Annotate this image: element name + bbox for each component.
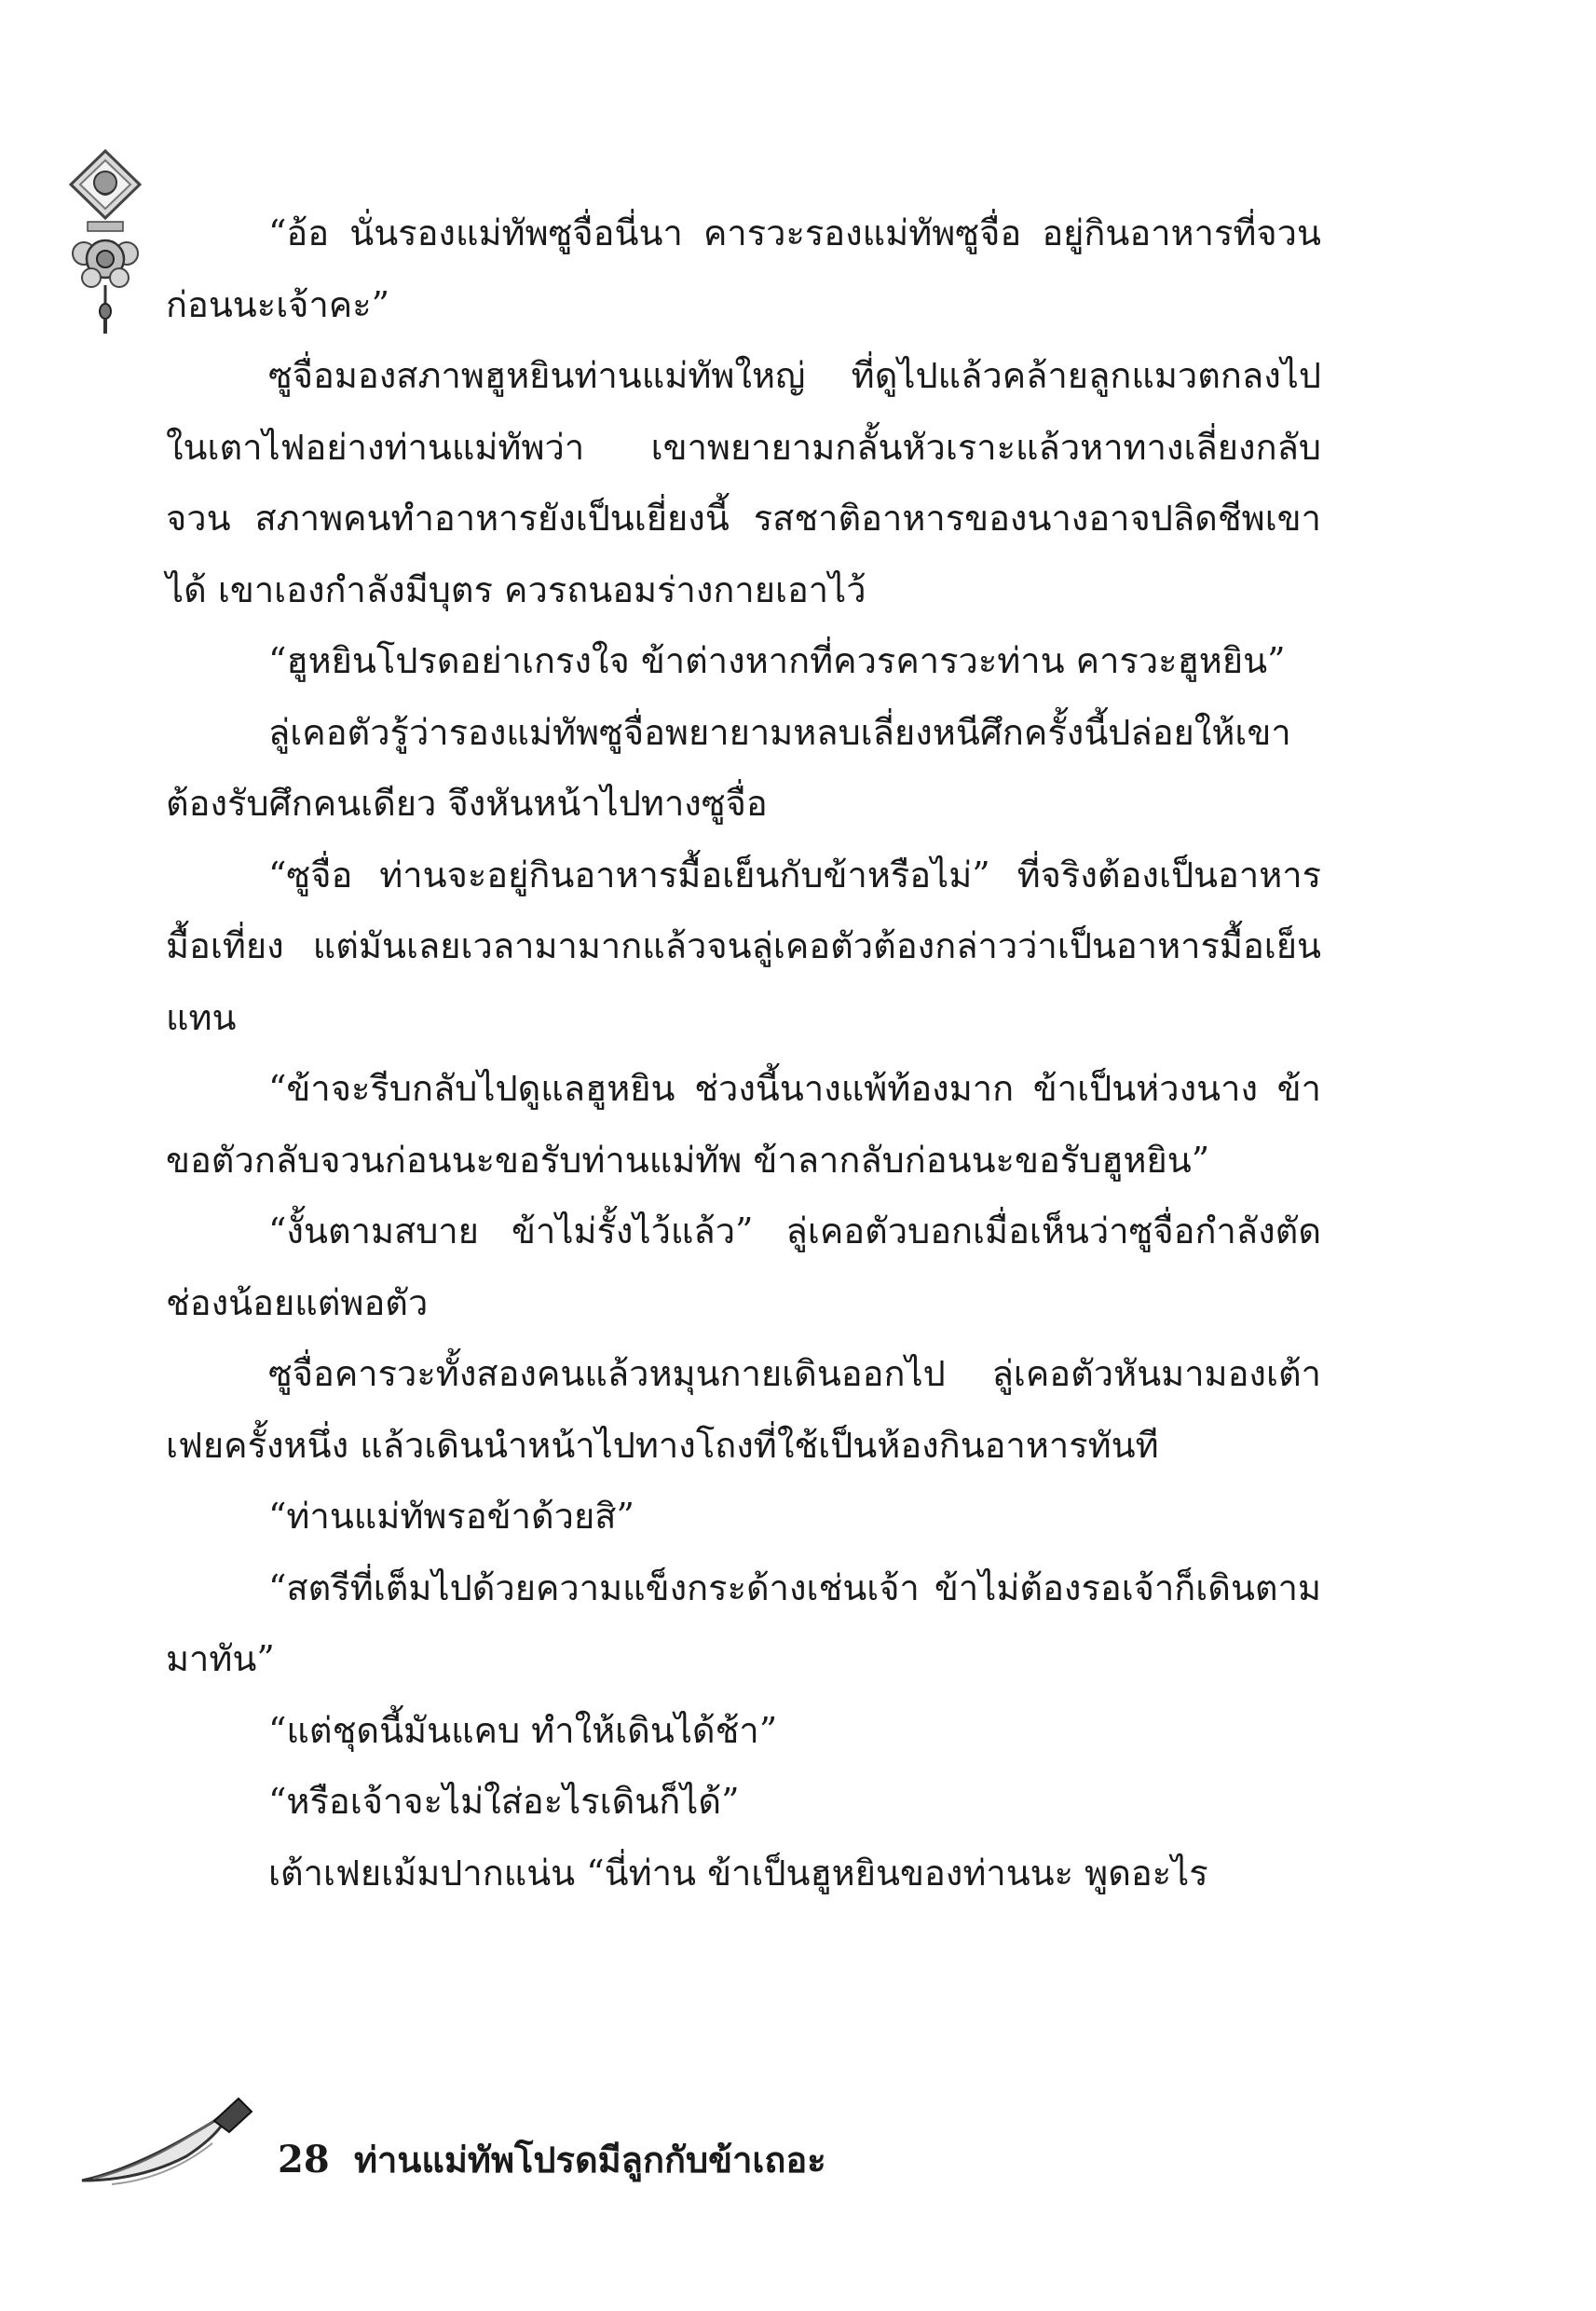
- paragraph: “ฮูหยินโปรดอย่าเกรงใจ ข้าต่างหากที่ควรคารวะท่าน คารวะฮูหยิน”: [268, 640, 1286, 681]
- paragraph: “สตรีที่เต็มไปด้วยความแข็งกระด้างเช่นเจ้า ข้าไม่ต้องรอเจ้าก็เดินตามมาทัน”: [166, 1566, 1321, 1679]
- paragraph: “งั้นตามสบาย ข้าไม่รั้งไว้แล้ว” ลู่เคอตัวบอกเมื่อเห็นว่าซูจื่อกำลังตัดช่องน้อยแต่พอตัว: [166, 1210, 1321, 1323]
- paragraph: “ซูจื่อ ท่านจะอยู่กินอาหารมื้อเย็นกับข้าหรือไม่” ที่จริงต้องเป็นอาหารมื้อเที่ยง แต่มันเลยเวลามามากแล้วจนลู่เคอตัวต้องกล่าวว่าเป็นอาหารมื้อเย็นแทน: [166, 854, 1321, 1038]
- paragraph: “แต่ชุดนี้มันแคบ ทำให้เดินได้ช้า”: [268, 1709, 778, 1751]
- paragraph: ลู่เคอตัวรู้ว่ารองแม่ทัพซูจื่อพยายามหลบเลี่ยงหนีศึกครั้งนี้ปล่อยให้เขาต้องรับศึกคนเดียว จึงหันหน้าไปทางซูจื่อ: [166, 711, 1291, 824]
- paragraph: “ข้าจะรีบกลับไปดูแลฮูหยิน ช่วงนี้นางแพ้ท้องมาก ข้าเป็นห่วงนาง ข้าขอตัวกลับจวนก่อนนะขอรับท่านแม่ทัพ ข้าลากลับก่อนนะขอรับฮูหยิน”: [166, 1068, 1321, 1181]
- paragraph: “หรือเจ้าจะไม่ใส่อะไรเดินก็ได้”: [268, 1781, 740, 1822]
- paragraph: ซูจื่อคารวะทั้งสองคนแล้วหมุนกายเดินออกไป ลู่เคอตัวหันมามองเต้าเฟยครั้งหนึ่ง แล้วเดินนำหน้าไปทางโถงที่ใช้เป็นห้องกินอาหารทันที: [166, 1353, 1321, 1466]
- page-number: 28: [278, 2138, 330, 2181]
- paragraph: “ท่านแม่ทัพรอข้าด้วยสิ”: [268, 1496, 634, 1537]
- running-title: ท่านแม่ทัพโปรดมีลูกกับข้าเถอะ: [354, 2140, 826, 2181]
- paragraph: “อ้อ นั่นรองแม่ทัพซูจื่อนี่นา คารวะรองแม่ทัพซูจื่อ อยู่กินอาหารที่จวนก่อนนะเจ้าคะ”: [166, 212, 1321, 325]
- quill-pen-icon: [75, 2095, 261, 2197]
- chapter-text: [166, 198, 1321, 1908]
- decorative-seal-icon: [63, 149, 166, 335]
- page-footer: [75, 2095, 913, 2207]
- paragraph: ซูจื่อมองสภาพฮูหยินท่านแม่ทัพใหญ่ ที่ดูไปแล้วคล้ายลูกแมวตกลงไปในเตาไฟอย่างท่านแม่ทัพว่า เขาพยายามกลั้นหัวเราะแล้วหาทางเลี่ยงกลับจวน สภาพคนทำอาหารยังเป็นเยี่ยงนี้ รสชาติอาหารของนางอาจปลิดชีพเขาได้ เขาเองกำลังมีบุตร ควรถนอมร่างกายเอาไว้: [166, 355, 1321, 610]
- paragraph: เต้าเฟยเม้มปากแน่น “นี่ท่าน ข้าเป็นฮูหยินของท่านนะ พูดอะไร: [268, 1852, 1208, 1894]
